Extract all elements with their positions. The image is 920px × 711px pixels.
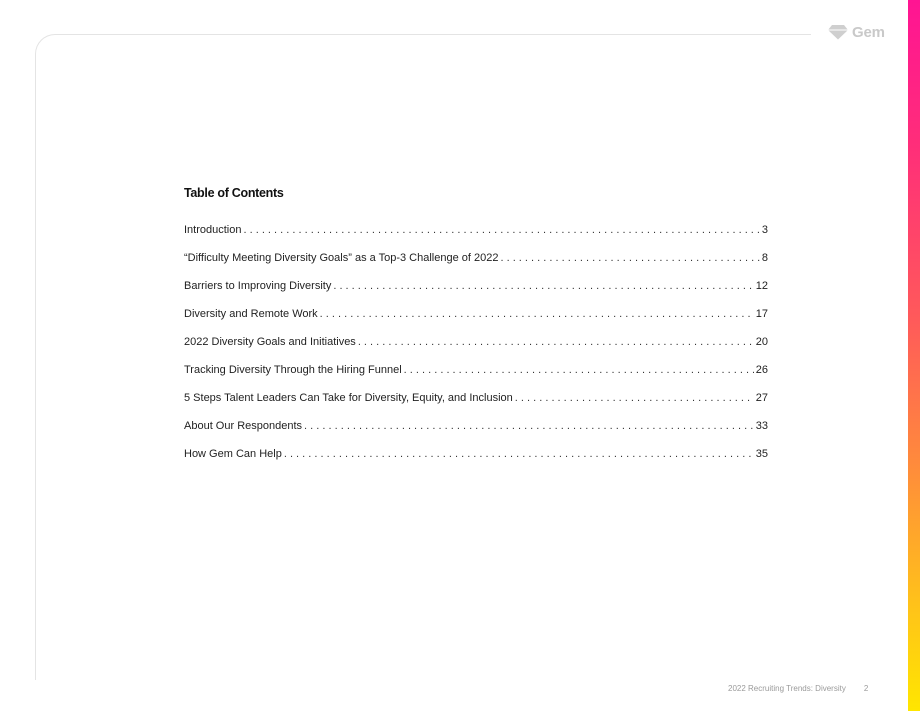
- toc-entry-page: 35: [755, 448, 768, 460]
- toc-entry-hiring-funnel[interactable]: [184, 364, 768, 392]
- toc-entry-remote-work[interactable]: [184, 308, 768, 336]
- gem-diamond-icon: [828, 24, 848, 40]
- toc-entry-label: About Our Respondents: [184, 420, 303, 432]
- toc-title: Table of Contents: [184, 186, 284, 200]
- toc-entry-page: 27: [755, 392, 768, 404]
- toc-entry-respondents[interactable]: [184, 420, 768, 448]
- toc-entry-page: 20: [755, 336, 768, 348]
- toc-entry-difficulty-meeting-goals[interactable]: [184, 252, 768, 280]
- footer-page-number: 2: [863, 684, 869, 693]
- toc-leader-dots: [304, 420, 754, 432]
- brand-logo-text: Gem: [852, 23, 885, 41]
- toc-entry-label: Tracking Diversity Through the Hiring Funnel: [184, 364, 402, 376]
- toc-entry-label: Diversity and Remote Work: [184, 308, 318, 320]
- toc-leader-dots: [333, 280, 753, 292]
- toc-entry-page: 26: [755, 364, 768, 376]
- toc-entry-label: Introduction: [184, 224, 242, 236]
- toc-entry-barriers[interactable]: [184, 280, 768, 308]
- toc-entry-goals-initiatives[interactable]: [184, 336, 768, 364]
- toc-entry-label: How Gem Can Help: [184, 448, 282, 460]
- toc-leader-dots: [320, 308, 754, 320]
- toc-leader-dots: [284, 448, 754, 460]
- footer-document-title: 2022 Recruiting Trends: Diversity: [728, 684, 846, 693]
- toc-entry-page: 17: [755, 308, 768, 320]
- toc-entry-label: 5 Steps Talent Leaders Can Take for Diversity, Equity, and Inclusion: [184, 392, 513, 404]
- toc-entry-page: 3: [761, 224, 768, 236]
- toc-leader-dots: [515, 392, 754, 404]
- brand-logo: [828, 22, 885, 42]
- toc-entry-page: 12: [755, 280, 768, 292]
- toc-list: [184, 224, 768, 476]
- toc-entry-label: 2022 Diversity Goals and Initiatives: [184, 336, 356, 348]
- toc-entry-label: “Difficulty Meeting Diversity Goals” as a Top-3 Challenge of 2022: [184, 252, 499, 264]
- toc-leader-dots: [404, 364, 754, 376]
- toc-entry-introduction[interactable]: [184, 224, 768, 252]
- toc-entry-five-steps[interactable]: [184, 392, 768, 420]
- toc-entry-how-gem-can-help[interactable]: [184, 448, 768, 476]
- toc-entry-label: Barriers to Improving Diversity: [184, 280, 332, 292]
- toc-entry-page: 8: [761, 252, 768, 264]
- toc-leader-dots: [358, 336, 754, 348]
- toc-entry-page: 33: [755, 420, 768, 432]
- toc-leader-dots: [243, 224, 759, 236]
- brand-gradient-bar: [908, 0, 920, 711]
- toc-leader-dots: [500, 252, 759, 264]
- page-footer: [728, 684, 868, 693]
